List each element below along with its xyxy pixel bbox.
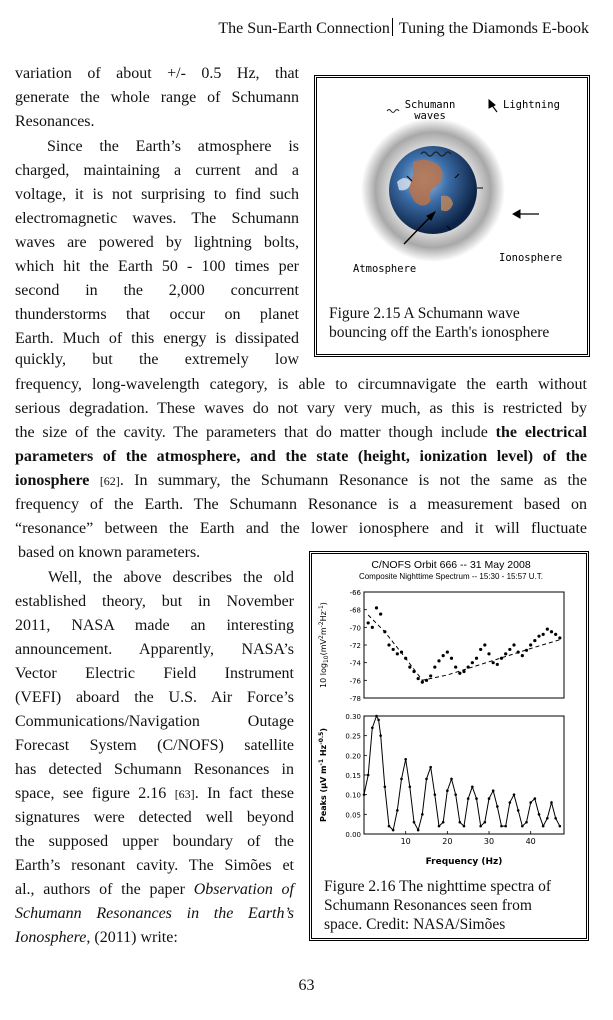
text-line: frequency of the Earth. The Schumann Resonance is a measurement based on bbox=[15, 496, 587, 513]
data-point bbox=[392, 829, 395, 832]
x-tick-label: 10 bbox=[400, 837, 411, 846]
x-axis-label: Frequency (Hz) bbox=[425, 857, 503, 867]
header-separator bbox=[392, 18, 393, 36]
data-point bbox=[504, 652, 507, 655]
data-point bbox=[488, 797, 491, 800]
y-tick-label: 0.30 bbox=[345, 713, 361, 721]
page-number: 63 bbox=[298, 977, 315, 994]
data-point bbox=[396, 809, 399, 812]
text-line: charged, maintaining a current and a bbox=[15, 162, 299, 179]
data-point bbox=[396, 652, 399, 655]
data-point bbox=[438, 825, 441, 828]
header-right: Tuning the Diamonds E-book bbox=[398, 20, 589, 37]
data-point bbox=[409, 786, 412, 789]
text-line: Communications/Navigation Outage bbox=[15, 713, 294, 730]
data-point bbox=[512, 643, 515, 646]
y-tick-label: 0.00 bbox=[345, 831, 361, 839]
data-point bbox=[509, 801, 512, 804]
data-point bbox=[500, 825, 503, 828]
text-line: second in the 2,000 concurrent bbox=[15, 282, 299, 299]
chart-subtitle: Composite Nighttime Spectrum -- 15:30 - 15:57 U.T. bbox=[358, 572, 544, 581]
text-line: “resonance” between the Earth and the lower ionosphere and it will fluctuate bbox=[15, 520, 587, 537]
label-waves: waves bbox=[414, 110, 446, 122]
label-ionosphere: Ionosphere bbox=[499, 252, 563, 264]
data-point bbox=[413, 821, 416, 824]
text-line: Ionosphere, (2011) write: bbox=[15, 929, 178, 946]
data-point bbox=[450, 657, 453, 660]
data-point bbox=[558, 636, 561, 639]
data-point bbox=[392, 648, 395, 651]
data-point bbox=[429, 766, 432, 769]
data-point bbox=[454, 665, 457, 668]
data-point bbox=[479, 648, 482, 651]
y-tick-label: -74 bbox=[349, 659, 361, 668]
spectrum-chart bbox=[312, 554, 586, 874]
header-left: The Sun-Earth Connection bbox=[218, 20, 390, 37]
top-panel bbox=[318, 589, 564, 703]
data-point bbox=[375, 606, 378, 609]
x-tick-label: 40 bbox=[525, 837, 536, 846]
data-point bbox=[513, 793, 516, 796]
data-point bbox=[471, 661, 474, 664]
text-line: 2011, NASA made an interesting bbox=[15, 617, 294, 634]
label-lightning: Lightning bbox=[503, 99, 560, 111]
data-point bbox=[446, 650, 449, 653]
data-point bbox=[496, 663, 499, 666]
data-point bbox=[517, 809, 520, 812]
data-point bbox=[525, 821, 528, 824]
data-point bbox=[377, 719, 380, 722]
text-line: serious degradation. These waves do not vary very much, as this is restricted by bbox=[15, 400, 587, 417]
y-tick-label: -78 bbox=[349, 695, 361, 703]
y-tick-label: 0.25 bbox=[345, 732, 361, 741]
text-line: Earth’s resonant cavity. The Simões et bbox=[15, 857, 294, 874]
text-line: the size of the cavity. The parameters that do matter though include the electrical bbox=[15, 424, 588, 441]
text-line: al., authors of the paper Observation of bbox=[15, 881, 294, 898]
text-line: Forecast System (C/NOFS) satellite bbox=[15, 737, 294, 754]
text-line: which hit the Earth 50 - 100 times per bbox=[15, 258, 299, 275]
text-line: waves are powered by lightning bolts, bbox=[15, 234, 299, 251]
y-tick-label: 0.20 bbox=[345, 752, 361, 761]
data-point bbox=[537, 635, 540, 638]
data-point bbox=[425, 778, 428, 781]
y-tick-label: -72 bbox=[349, 642, 361, 650]
data-point bbox=[529, 643, 532, 646]
text-line: electromagnetic waves. The Schumann bbox=[15, 210, 299, 227]
text-line: Well, the above describes the old bbox=[48, 569, 294, 586]
y-tick-label: 0.10 bbox=[345, 791, 361, 800]
data-point bbox=[559, 825, 562, 828]
y-tick-label: 0.15 bbox=[345, 772, 361, 780]
data-point bbox=[458, 672, 461, 675]
figure-caption-line: Schumann Resonances seen from bbox=[324, 897, 532, 914]
data-point bbox=[521, 825, 524, 828]
data-point bbox=[388, 825, 391, 828]
text-line: ionosphere [62]. In summary, the Schumann Resonance is not the same as the bbox=[15, 472, 588, 489]
running-header bbox=[218, 18, 589, 38]
bold-phrase: the electrical bbox=[495, 424, 588, 441]
data-point bbox=[375, 715, 378, 718]
figure-caption-line: Figure 2.16 The nighttime spectra of bbox=[324, 878, 551, 895]
data-point bbox=[475, 797, 478, 800]
text-line: announcement. Apparently, NASA’s bbox=[15, 641, 294, 658]
text-line: based on known parameters. bbox=[18, 544, 201, 561]
text-line: Since the Earth’s atmosphere is bbox=[47, 138, 299, 155]
data-point bbox=[367, 774, 370, 777]
data-point bbox=[363, 793, 366, 796]
label-schumann: Schumann bbox=[404, 99, 456, 111]
data-point bbox=[538, 813, 541, 816]
data-point bbox=[546, 817, 549, 820]
data-point bbox=[454, 793, 457, 796]
data-point bbox=[533, 639, 536, 642]
paper-title: Observation of bbox=[193, 881, 294, 898]
y-tick-label: -76 bbox=[349, 677, 361, 686]
data-point bbox=[487, 652, 490, 655]
text-line: signatures were detected well beyond bbox=[15, 809, 294, 826]
figure-caption-line: bouncing off the Earth's ionosphere bbox=[329, 324, 550, 341]
figure-2-15 bbox=[314, 75, 590, 357]
data-point bbox=[421, 813, 424, 816]
text-line: Schumann Resonances in the Earth’s bbox=[15, 905, 294, 922]
text-line: voltage, it is not surprising to find such bbox=[15, 186, 299, 203]
data-point bbox=[437, 659, 440, 662]
top-y-axis-label: 10 $\log_{10}(mV^2m^{-2}Hz^{-1})$ bbox=[318, 602, 330, 688]
data-point bbox=[384, 786, 387, 789]
data-point bbox=[442, 654, 445, 657]
citation-ref: [62] bbox=[99, 474, 120, 488]
x-tick-label: 30 bbox=[483, 837, 495, 846]
text-line: the supposed upper boundary of the bbox=[15, 833, 294, 850]
data-point bbox=[425, 679, 428, 682]
earth-globe bbox=[389, 146, 477, 234]
text-line: generate the whole range of Schumann bbox=[15, 89, 299, 106]
data-point bbox=[450, 778, 453, 781]
label-atmosphere: Atmosphere bbox=[353, 263, 417, 275]
citation-ref: [63] bbox=[174, 787, 195, 801]
data-point bbox=[463, 825, 466, 828]
data-point bbox=[367, 621, 370, 624]
figure-caption-line: space. Credit: NASA/Simões bbox=[324, 916, 506, 933]
series-line bbox=[364, 716, 560, 830]
text-line: space, see figure 2.16 [63]. In fact these bbox=[15, 785, 294, 802]
chart-title: C/NOFS Orbit 666 -- 31 May 2008 bbox=[371, 559, 531, 571]
text-line: variation of about +/- 0.5 Hz, that bbox=[15, 65, 299, 82]
data-point bbox=[446, 789, 449, 792]
data-point bbox=[379, 612, 382, 615]
x-tick-label: 20 bbox=[442, 837, 453, 846]
text-line: (VEFI) aboard the U.S. Air Force’s bbox=[15, 689, 294, 706]
text-line: Resonances. bbox=[15, 113, 95, 130]
data-point bbox=[484, 821, 487, 824]
data-point bbox=[371, 727, 374, 730]
data-point bbox=[504, 825, 507, 828]
data-point bbox=[387, 643, 390, 646]
data-point bbox=[529, 801, 532, 804]
data-point bbox=[496, 805, 499, 808]
bottom-panel bbox=[318, 713, 564, 846]
figure-caption-line: Figure 2.15 A Schumann wave bbox=[329, 305, 520, 322]
data-point bbox=[434, 793, 437, 796]
text-line: frequency, long-wavelength category, is able to circumnavigate the earth without bbox=[15, 376, 587, 393]
text-line: quickly, but the extremely low bbox=[15, 351, 299, 368]
data-point bbox=[508, 648, 511, 651]
figure-2-16 bbox=[309, 551, 589, 941]
data-point bbox=[471, 786, 474, 789]
data-point bbox=[371, 626, 374, 629]
text-line: Earth. Much of this energy is dissipated bbox=[15, 330, 299, 347]
data-point bbox=[521, 654, 524, 657]
text-line: parameters of the atmosphere, and the state (height, ionization level) of the bbox=[15, 448, 587, 465]
bottom-y-axis-label: Peaks (µV $m^{-1}$ $Hz^{-0.5}$) bbox=[318, 727, 328, 823]
data-point bbox=[554, 633, 557, 636]
data-point bbox=[433, 665, 436, 668]
data-point bbox=[417, 829, 420, 832]
data-point bbox=[550, 630, 553, 633]
data-point bbox=[442, 821, 445, 824]
data-point bbox=[459, 821, 462, 824]
y-tick-label: -68 bbox=[349, 606, 361, 615]
data-point bbox=[421, 681, 424, 684]
data-point bbox=[475, 657, 478, 660]
data-point bbox=[554, 817, 557, 820]
y-tick-label: -70 bbox=[349, 624, 361, 633]
data-point bbox=[546, 628, 549, 631]
data-point bbox=[467, 797, 470, 800]
data-point bbox=[400, 778, 403, 781]
text-line: has detected Schumann Resonances in bbox=[15, 761, 294, 778]
y-tick-label: -66 bbox=[349, 589, 361, 597]
data-point bbox=[479, 825, 482, 828]
text-line: established theory, but in November bbox=[15, 593, 294, 610]
data-point bbox=[417, 677, 420, 680]
data-point bbox=[429, 674, 432, 677]
data-point bbox=[492, 661, 495, 664]
text-line: Vector Electric Field Instrument bbox=[15, 665, 294, 682]
data-point bbox=[534, 797, 537, 800]
data-point bbox=[542, 633, 545, 636]
data-point bbox=[404, 758, 407, 761]
y-tick-label: 0.05 bbox=[345, 811, 361, 820]
data-point bbox=[550, 801, 553, 804]
data-point bbox=[379, 734, 382, 737]
text-line: thunderstorms that occur on planet bbox=[15, 306, 299, 323]
data-point bbox=[492, 789, 495, 792]
data-point bbox=[483, 643, 486, 646]
data-point bbox=[542, 825, 545, 828]
